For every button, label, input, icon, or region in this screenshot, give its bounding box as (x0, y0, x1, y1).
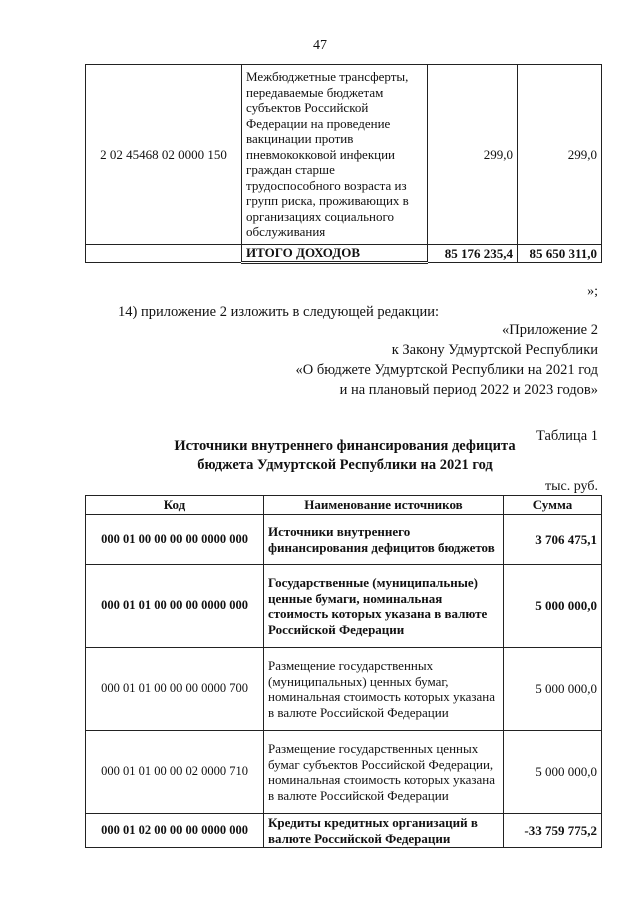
header-amount: Сумма (504, 496, 602, 515)
table-header-row (86, 496, 602, 515)
appendix-line: «Приложение 2 (502, 322, 598, 338)
source-name-cell: Источники внутреннего финансирования дефицитов бюджетов (264, 515, 504, 565)
table-row (86, 731, 602, 814)
total-label: ИТОГО ДОХОДОВ (242, 245, 428, 263)
source-code-cell: 000 01 01 00 00 02 0000 710 (86, 731, 264, 814)
total-row (86, 245, 602, 263)
source-amount-cell: -33 759 775,2 (504, 814, 602, 848)
table-row (86, 65, 602, 245)
revenue-table-continuation (85, 64, 602, 264)
source-amount-cell: 5 000 000,0 (504, 565, 602, 648)
table-row (86, 648, 602, 731)
table-row (86, 515, 602, 565)
table-heading-line-2: бюджета Удмуртской Республики на 2021 год (197, 457, 493, 473)
total-value-2022: 85 650 311,0 (518, 245, 602, 263)
appendix-header (296, 320, 598, 400)
appendix-line: к Закону Удмуртской Республики (391, 342, 598, 358)
table-heading-line-1: Источники внутреннего финансирования дефицита (174, 438, 516, 454)
header-code: Код (86, 496, 264, 515)
income-code-cell: 2 02 45468 02 0000 150 (86, 65, 242, 245)
appendix-line: «О бюджете Удмуртской Республики на 2021 год (295, 362, 598, 378)
source-name-cell: Государственные (муниципальные) ценные бумаги, номинальная стоимость которых указана в валюте Российской Федерации (264, 565, 504, 648)
source-name-cell: Кредиты кредитных организаций в валюте Российской Федерации (264, 814, 504, 848)
source-code-cell: 000 01 00 00 00 00 0000 000 (86, 515, 264, 565)
unit-label: тыс. руб. (545, 479, 598, 494)
income-value-2022-cell: 299,0 (518, 65, 602, 245)
source-code-cell: 000 01 01 00 00 00 0000 000 (86, 565, 264, 648)
financing-sources-table (85, 495, 602, 848)
source-name-cell: Размещение государственных ценных бумаг субъектов Российской Федерации, номинальная стоимость которых указана в валюте Российской Федерации (264, 731, 504, 814)
amendment-instruction: 14) приложение 2 изложить в следующей редакции: (118, 304, 440, 320)
total-empty-cell (86, 245, 242, 263)
income-name-cell: Межбюджетные трансферты, передаваемые бюджетам субъектов Российской Федерации на проведение вакцинации против пневмококковой инфекции граждан старше трудоспособного возраста из групп риска, проживающих в организациях социального обслуживания (242, 65, 428, 245)
closing-quote: »; (587, 284, 598, 299)
table-row (86, 814, 602, 848)
income-value-2021-cell: 299,0 (428, 65, 518, 245)
page-number: 47 (313, 38, 327, 53)
source-amount-cell: 3 706 475,1 (504, 515, 602, 565)
source-code-cell: 000 01 02 00 00 00 0000 000 (86, 814, 264, 848)
source-name-cell: Размещение государственных (муниципальных) ценных бумаг, номинальная стоимость которых указана в валюте Российской Федерации (264, 648, 504, 731)
total-value-2021: 85 176 235,4 (428, 245, 518, 263)
appendix-line: и на плановый период 2022 и 2023 годов» (339, 382, 598, 398)
source-amount-cell: 5 000 000,0 (504, 731, 602, 814)
table-number-label: Таблица 1 (535, 428, 598, 444)
table-row (86, 565, 602, 648)
source-amount-cell: 5 000 000,0 (504, 648, 602, 731)
source-code-cell: 000 01 01 00 00 00 0000 700 (86, 648, 264, 731)
header-name: Наименование источников (264, 496, 504, 515)
